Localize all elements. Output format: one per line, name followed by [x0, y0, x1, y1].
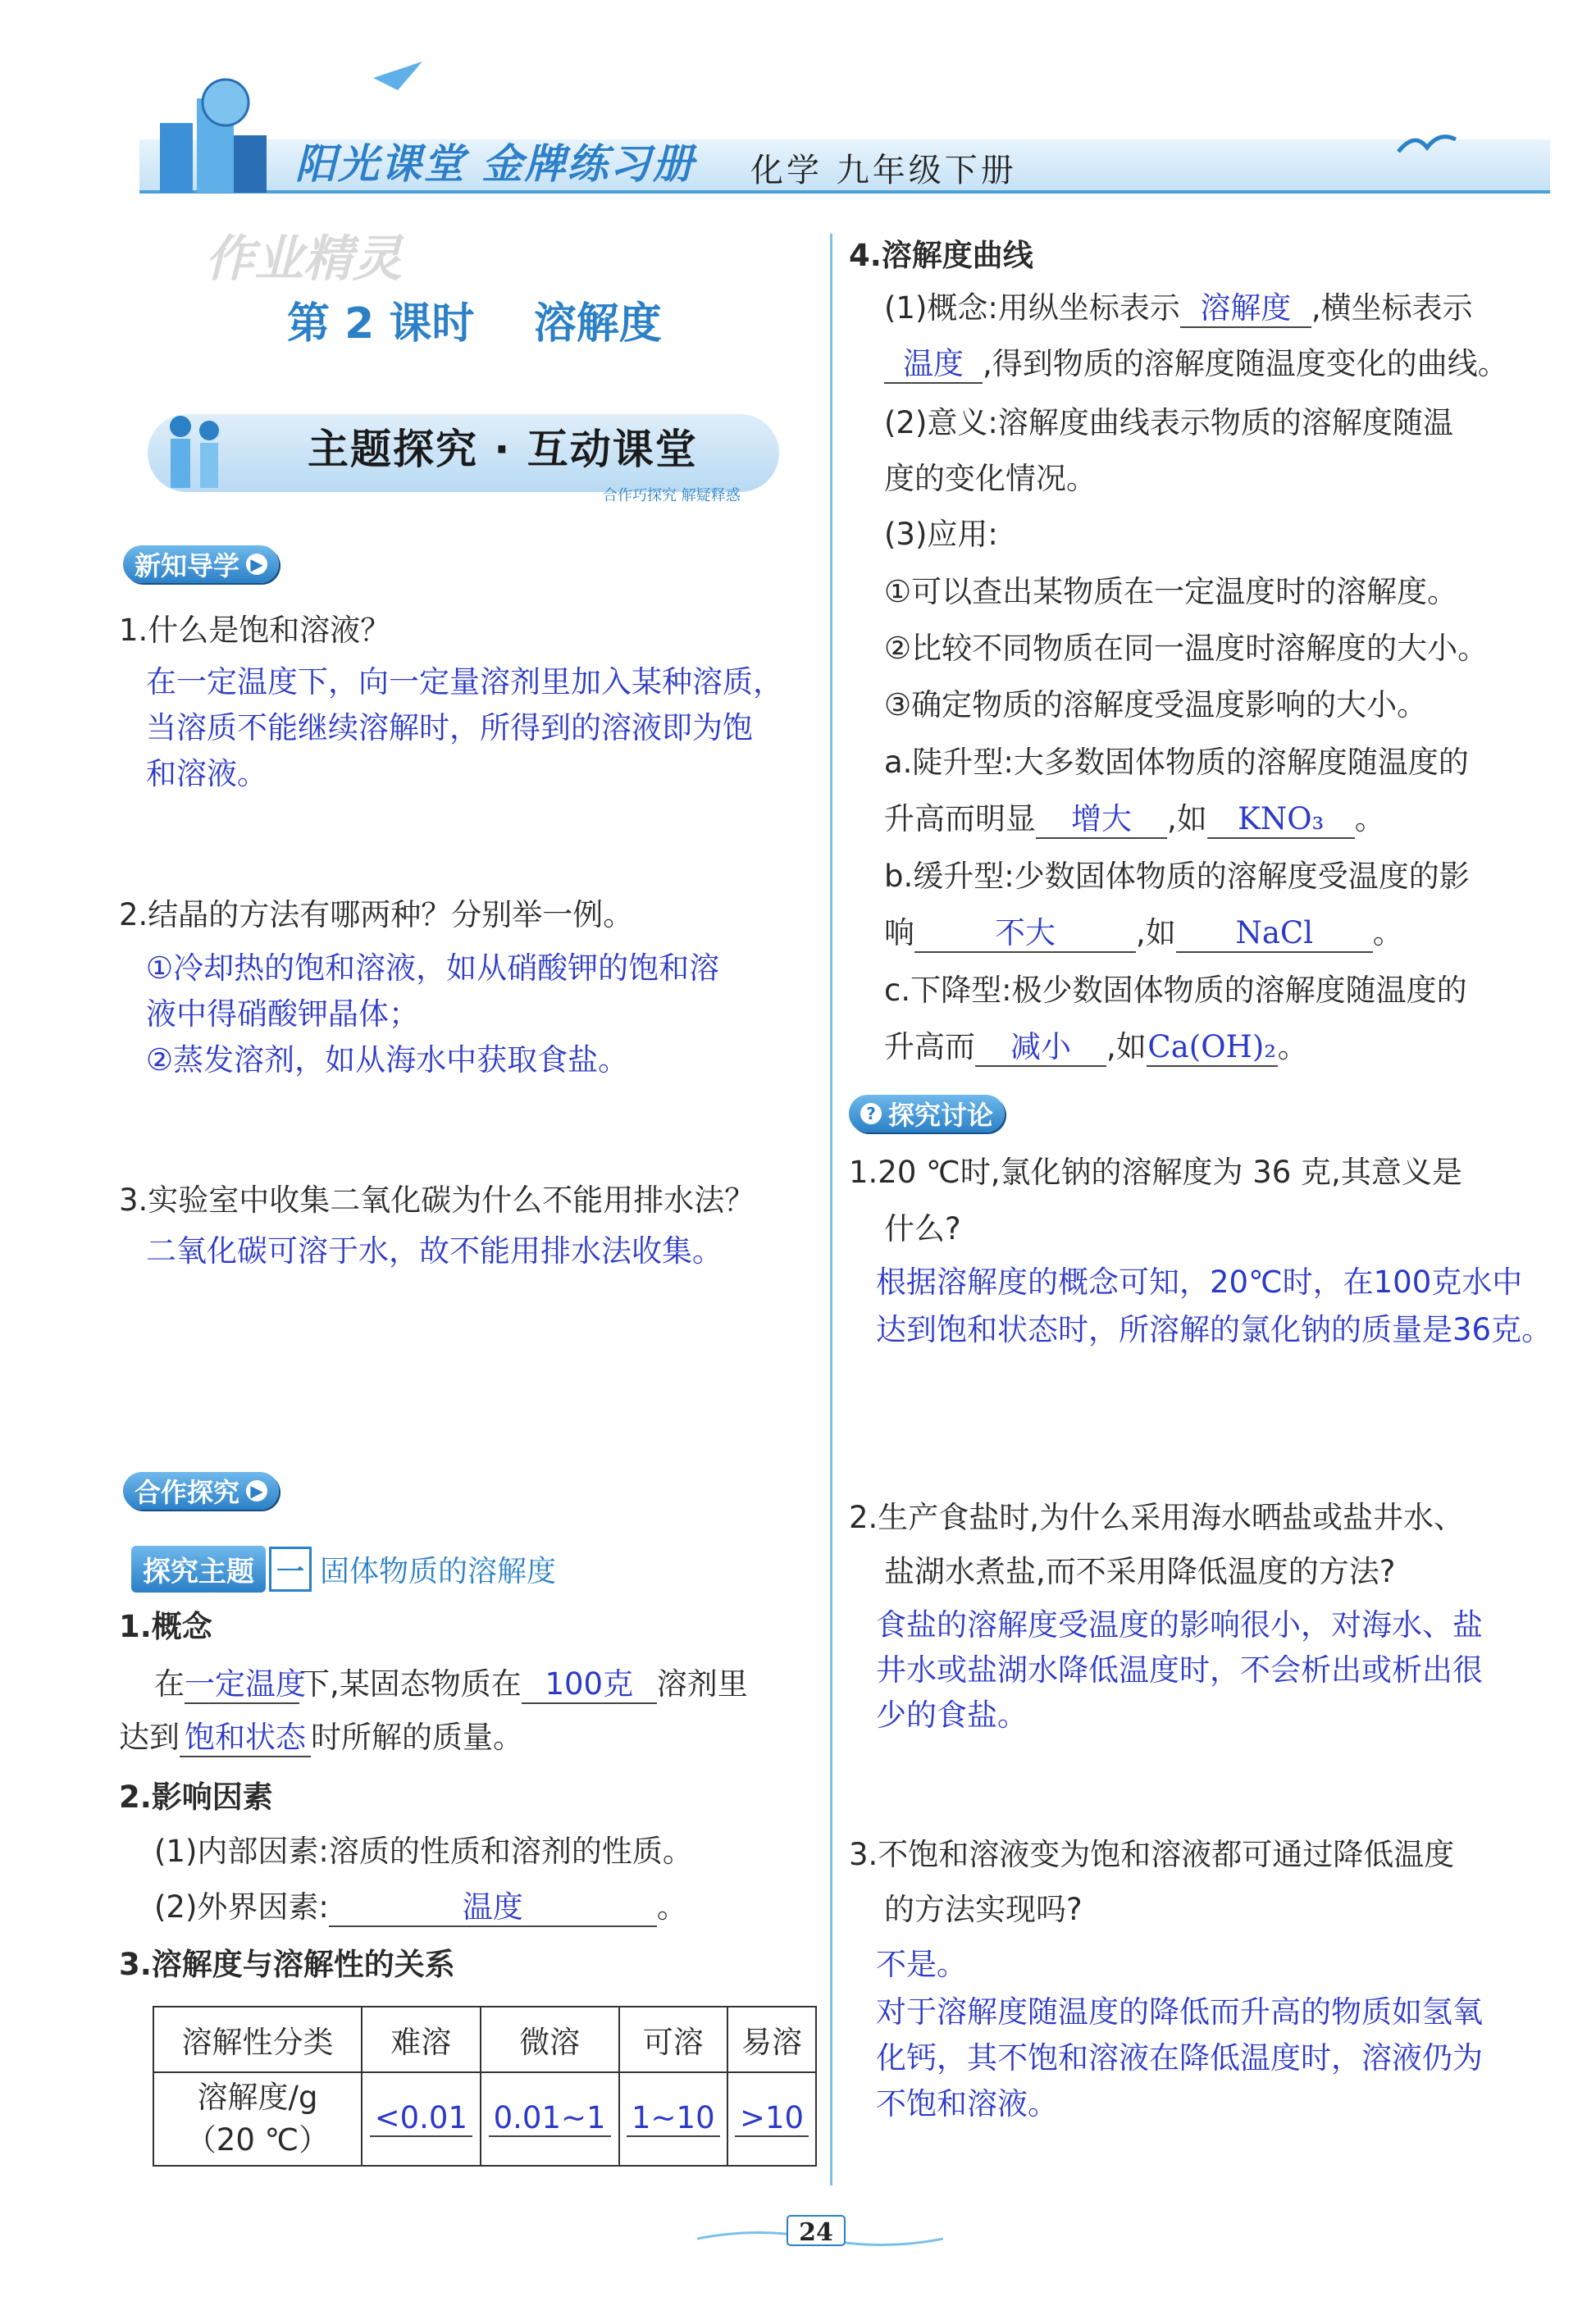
blank-temperature-2: 温度 [884, 346, 983, 384]
question-3: 3.实验室中收集二氧化碳为什么不能用排水法？ [119, 1183, 755, 1218]
students-illustration [156, 410, 230, 500]
text: 时所解的质量。 [311, 1720, 523, 1755]
text: ,如 [1106, 1029, 1147, 1064]
topic-tag: 探究主题 [131, 1546, 266, 1593]
text: ,得到物质的溶解度随温度变化的曲线。 [983, 346, 1508, 381]
text: 响 [884, 915, 914, 950]
lesson-title: 第 2 课时 溶解度 [287, 299, 662, 349]
blank-caoh2: Ca(OH)₂ [1147, 1029, 1278, 1067]
banner-title: 主题探究 · 互动课堂 [308, 426, 698, 473]
text: 下,某固态物质在 [299, 1666, 522, 1702]
blank-temperature: 一定温度 [185, 1666, 299, 1704]
blank-nacl: NaCl [1176, 915, 1373, 953]
table-header-cell: 难溶 [362, 2007, 481, 2072]
answer-1-line-2: 当溶质不能继续溶解时，所得到的溶液即为饱 [146, 710, 753, 745]
column-divider [830, 234, 832, 2185]
table-header-row [153, 2007, 816, 2072]
curve-meaning-line-1: (2)意义:溶解度曲线表示物质的溶解度随温 [884, 405, 1453, 440]
table-cell [481, 2072, 619, 2166]
answer-2-line-2: 液中得硝酸钾晶体； [146, 996, 419, 1032]
text: 溶剂里 [656, 1666, 748, 1702]
factors-internal: (1)内部因素:溶质的性质和溶剂的性质。 [154, 1834, 693, 1869]
answer-2-line-3: ②蒸发溶剂，如从海水中获取食盐。 [146, 1042, 629, 1078]
curve-meaning-line-2: 度的变化情况。 [884, 461, 1097, 496]
text: 。 [1372, 915, 1403, 950]
application-1: ①可以查出某物质在一定温度时的溶解度。 [884, 574, 1458, 609]
concept-line-2 [119, 1718, 523, 1757]
discussion-3-answer-4: 不饱和溶液。 [876, 2086, 1058, 2121]
text: ,如 [1136, 915, 1176, 950]
topic-number: 一 [269, 1547, 312, 1592]
discussion-3-line-1: 3.不饱和溶液变为饱和溶液都可通过降低温度 [849, 1837, 1455, 1872]
paper-plane-icon [373, 62, 422, 90]
relation-heading: 3.溶解度与溶解性的关系 [119, 1947, 455, 1982]
question-icon: ? [860, 1103, 882, 1124]
discussion-1-line-2: 什么? [884, 1211, 961, 1246]
table-row-label [153, 2072, 362, 2166]
badge-label: 探究讨论 [888, 1100, 994, 1131]
concept-heading: 1.概念 [119, 1609, 212, 1644]
discussion-2-line-2: 盐湖水煮盐,而不采用降低温度的方法? [884, 1554, 1396, 1589]
table-header-cell: 微溶 [481, 2007, 619, 2072]
table-cell [619, 2072, 727, 2166]
discussion-2-line-1: 2.生产食盐时,为什么采用海水晒盐或盐井水、 [849, 1500, 1465, 1535]
badge-label: 合作探究 [135, 1477, 240, 1508]
header-subject: 化学 九年级下册 [750, 152, 1017, 189]
factors-heading: 2.影响因素 [119, 1780, 273, 1815]
discussion-2-answer-1: 食盐的溶解度受温度的影响很小，对海水、盐 [876, 1607, 1483, 1643]
question-1: 1.什么是饱和溶液？ [119, 613, 391, 648]
application-3: ③确定物质的溶解度受温度影响的大小。 [884, 687, 1428, 722]
type-b-line-2 [884, 914, 1403, 953]
blank-kno3: KNO₃ [1207, 801, 1355, 839]
table-header-cell: 溶解性分类 [153, 2007, 362, 2072]
discussion-2-answer-3: 少的食盐。 [876, 1698, 1028, 1733]
arrow-right-icon: ▶ [246, 554, 267, 575]
answer-2-line-1: ①冷却热的饱和溶液，如从硝酸钾的饱和溶 [146, 950, 720, 986]
header-illustration [152, 74, 275, 193]
concept-line-1 [154, 1665, 748, 1704]
row-label-line-1: 溶解度/g [197, 2080, 318, 2115]
text: 升高而明显 [884, 801, 1036, 836]
blank-increase: 增大 [1036, 801, 1167, 839]
topic-title: 固体物质的溶解度 [320, 1555, 557, 1588]
application-2: ②比较不同物质在同一温度时溶解度的大小。 [884, 631, 1489, 666]
table-cell [727, 2072, 816, 2166]
table-cell [362, 2072, 481, 2166]
blank-decrease: 减小 [975, 1029, 1106, 1067]
discussion-1-answer-2: 达到饱和状态时，所溶解的氯化钠的质量是36克。 [876, 1312, 1553, 1347]
badge-discussion [849, 1095, 1005, 1132]
discussion-3-answer-3: 化钙，其不饱和溶液在降低温度时，溶液仍为 [876, 2040, 1483, 2076]
text: (1)概念:用纵坐标表示 [884, 290, 1180, 326]
discussion-3-answer-1: 不是。 [876, 1947, 967, 1982]
curve-concept-line-1 [884, 289, 1473, 328]
watermark: 作业精灵 [205, 230, 402, 288]
table-header-cell: 可溶 [619, 2007, 727, 2072]
cell-value: 1~10 [627, 2100, 720, 2137]
badge-label: 新知导学 [135, 550, 240, 581]
factors-external [154, 1888, 687, 1927]
curve-application: (3)应用: [884, 517, 998, 552]
discussion-1-answer-1: 根据溶解度的概念可知，20℃时，在100克水中 [876, 1265, 1523, 1300]
text: (2)外界因素: [154, 1889, 329, 1925]
table-header-cell: 易溶 [727, 2007, 816, 2072]
type-c-line-1: c.下降型:极少数固体物质的溶解度随温度的 [884, 973, 1467, 1008]
blank-100g: 100克 [522, 1666, 657, 1704]
text: 达到 [119, 1720, 180, 1755]
bird-icon [1394, 123, 1460, 164]
arrow-right-icon: ▶ [246, 1480, 267, 1502]
text: 升高而 [884, 1029, 975, 1064]
question-2: 2.结晶的方法有哪两种？分别举一例。 [119, 897, 634, 932]
type-b-line-1: b.缓升型:少数固体物质的溶解度受温度的影 [884, 859, 1470, 894]
text: 在 [154, 1666, 185, 1702]
answer-3: 二氧化碳可溶于水，故不能用排水法收集。 [146, 1233, 723, 1269]
banner-subtitle: 合作巧探究 解疑释惑 [603, 487, 741, 504]
curve-concept-line-2 [884, 344, 1508, 384]
page-number: 24 [799, 2218, 833, 2247]
badge-new-knowledge [123, 545, 279, 583]
type-c-line-2 [884, 1028, 1308, 1067]
type-a-line-2 [884, 800, 1385, 839]
type-a-line-1: a.陡升型:大多数固体物质的溶解度随温度的 [884, 745, 1469, 780]
row-label-line-2: （20 ℃） [185, 2121, 330, 2158]
text: ,横坐标表示 [1311, 290, 1473, 326]
discussion-3-line-2: 的方法实现吗? [884, 1892, 1083, 1927]
discussion-2-answer-2: 井水或盐湖水降低温度时，不会析出或析出很 [876, 1652, 1483, 1688]
cell-value: 0.01~1 [489, 2100, 611, 2137]
blank-small: 不大 [914, 915, 1136, 953]
cell-value: <0.01 [370, 2100, 472, 2137]
topic-heading [131, 1546, 556, 1593]
text: ,如 [1167, 801, 1207, 836]
text: 。 [656, 1889, 687, 1925]
text: 。 [1277, 1029, 1308, 1064]
blank-external: 温度 [329, 1889, 657, 1927]
solubility-table [153, 2006, 817, 2167]
table-row [153, 2072, 816, 2166]
discussion-3-answer-2: 对于溶解度随温度的降低而升高的物质如氢氧 [876, 1994, 1483, 2030]
answer-1-line-1: 在一定温度下，向一定量溶剂里加入某种溶质， [146, 664, 783, 700]
discussion-1-line-1: 1.20 ℃时,氯化钠的溶解度为 36 克,其意义是 [849, 1155, 1462, 1190]
header-brand: 阳光课堂 金牌练习册 [295, 140, 695, 188]
badge-cooperate [123, 1472, 279, 1510]
curve-heading: 4.溶解度曲线 [849, 238, 1033, 273]
blank-saturated: 饱和状态 [180, 1720, 311, 1757]
text: 。 [1354, 801, 1385, 836]
cell-value: >10 [735, 2100, 809, 2137]
blank-solubility: 溶解度 [1180, 290, 1311, 328]
answer-1-line-3: 和溶液。 [146, 756, 267, 791]
